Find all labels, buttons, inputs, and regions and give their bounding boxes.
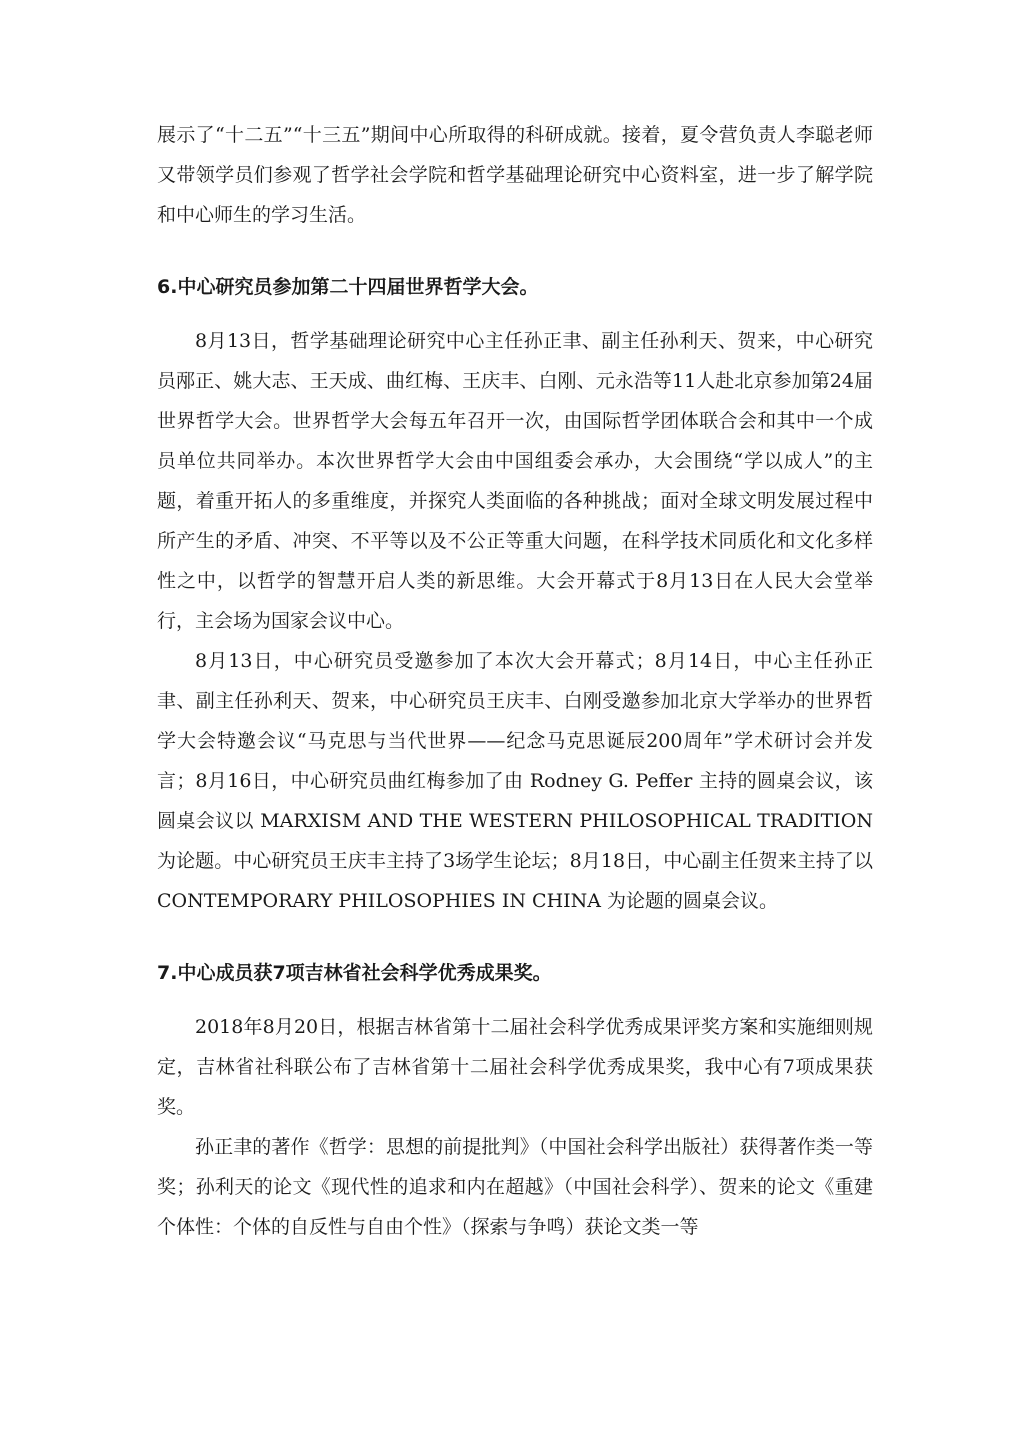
section-7 [157, 953, 873, 1247]
paragraph: 2018年8月20日，根据吉林省第十二届社会科学优秀成果评奖方案和实施细则规定，吉林省社科联公布了吉林省第十二届社会科学优秀成果奖，我中心有7项成果获奖。 [157, 1016, 873, 1118]
paragraph: 孙正聿的著作《哲学：思想的前提批判》（中国社会科学出版社）获得著作类一等奖；孙利天的论文《现代性的追求和内在超越》（中国社会科学）、贺来的论文《重建个体性：个体的自反性与自由个性》（探索与争鸣）获论文类一等 [157, 1136, 873, 1238]
paragraph: 8月13日，中心研究员受邀参加了本次大会开幕式；8月14日，中心主任孙正聿、副主任孙利天、贺来，中心研究员王庆丰、白刚受邀参加北京大学举办的世界哲学大会特邀会议“马克思与当代世界——纪念马克思诞辰200周年”学术研讨会并发言；8月16日，中心研究员曲红梅参加了由 Rodney G. Peffer 主持的圆桌会议，该圆桌会议以 MARXISM AND THE WESTERN PHILOSOPHICAL TRADITION 为论题。中心研究员王庆丰主持了3场学生论坛；8月18日，中心副主任贺来主持了以 CONTEMPORARY PHILOSOPHIES IN CHINA 为论题的圆桌会议。 [157, 650, 873, 912]
section-heading: 7.中心成员获7项吉林省社会科学优秀成果奖。 [157, 962, 552, 984]
paragraph: 8月13日，哲学基础理论研究中心主任孙正聿、副主任孙利天、贺来，中心研究员邴正、姚大志、王天成、曲红梅、王庆丰、白刚、元永浩等11人赴北京参加第24届世界哲学大会。世界哲学大会每五年召开一次，由国际哲学团体联合会和其中一个成员单位共同举办。本次世界哲学大会由中国组委会承办，大会围绕“学以成人”的主题，着重开拓人的多重维度，并探究人类面临的各种挑战；面对全球文明发展过程中所产生的矛盾、冲突、不平等以及不公正等重大问题，在科学技术同质化和文化多样性之中，以哲学的智慧开启人类的新思维。大会开幕式于8月13日在人民大会堂举行，主会场为国家会议中心。 [157, 330, 873, 632]
section-6 [157, 267, 873, 921]
document-body [157, 115, 873, 1247]
section-heading: 6.中心研究员参加第二十四届世界哲学大会。 [157, 276, 539, 298]
section-spacer [157, 235, 873, 267]
section-spacer [157, 921, 873, 953]
intro-paragraph: 展示了“十二五”“十三五”期间中心所取得的科研成就。接着，夏令营负责人李聪老师又带领学员们参观了哲学社会学院和哲学基础理论研究中心资料室，进一步了解学院和中心师生的学习生活。 [157, 124, 873, 226]
